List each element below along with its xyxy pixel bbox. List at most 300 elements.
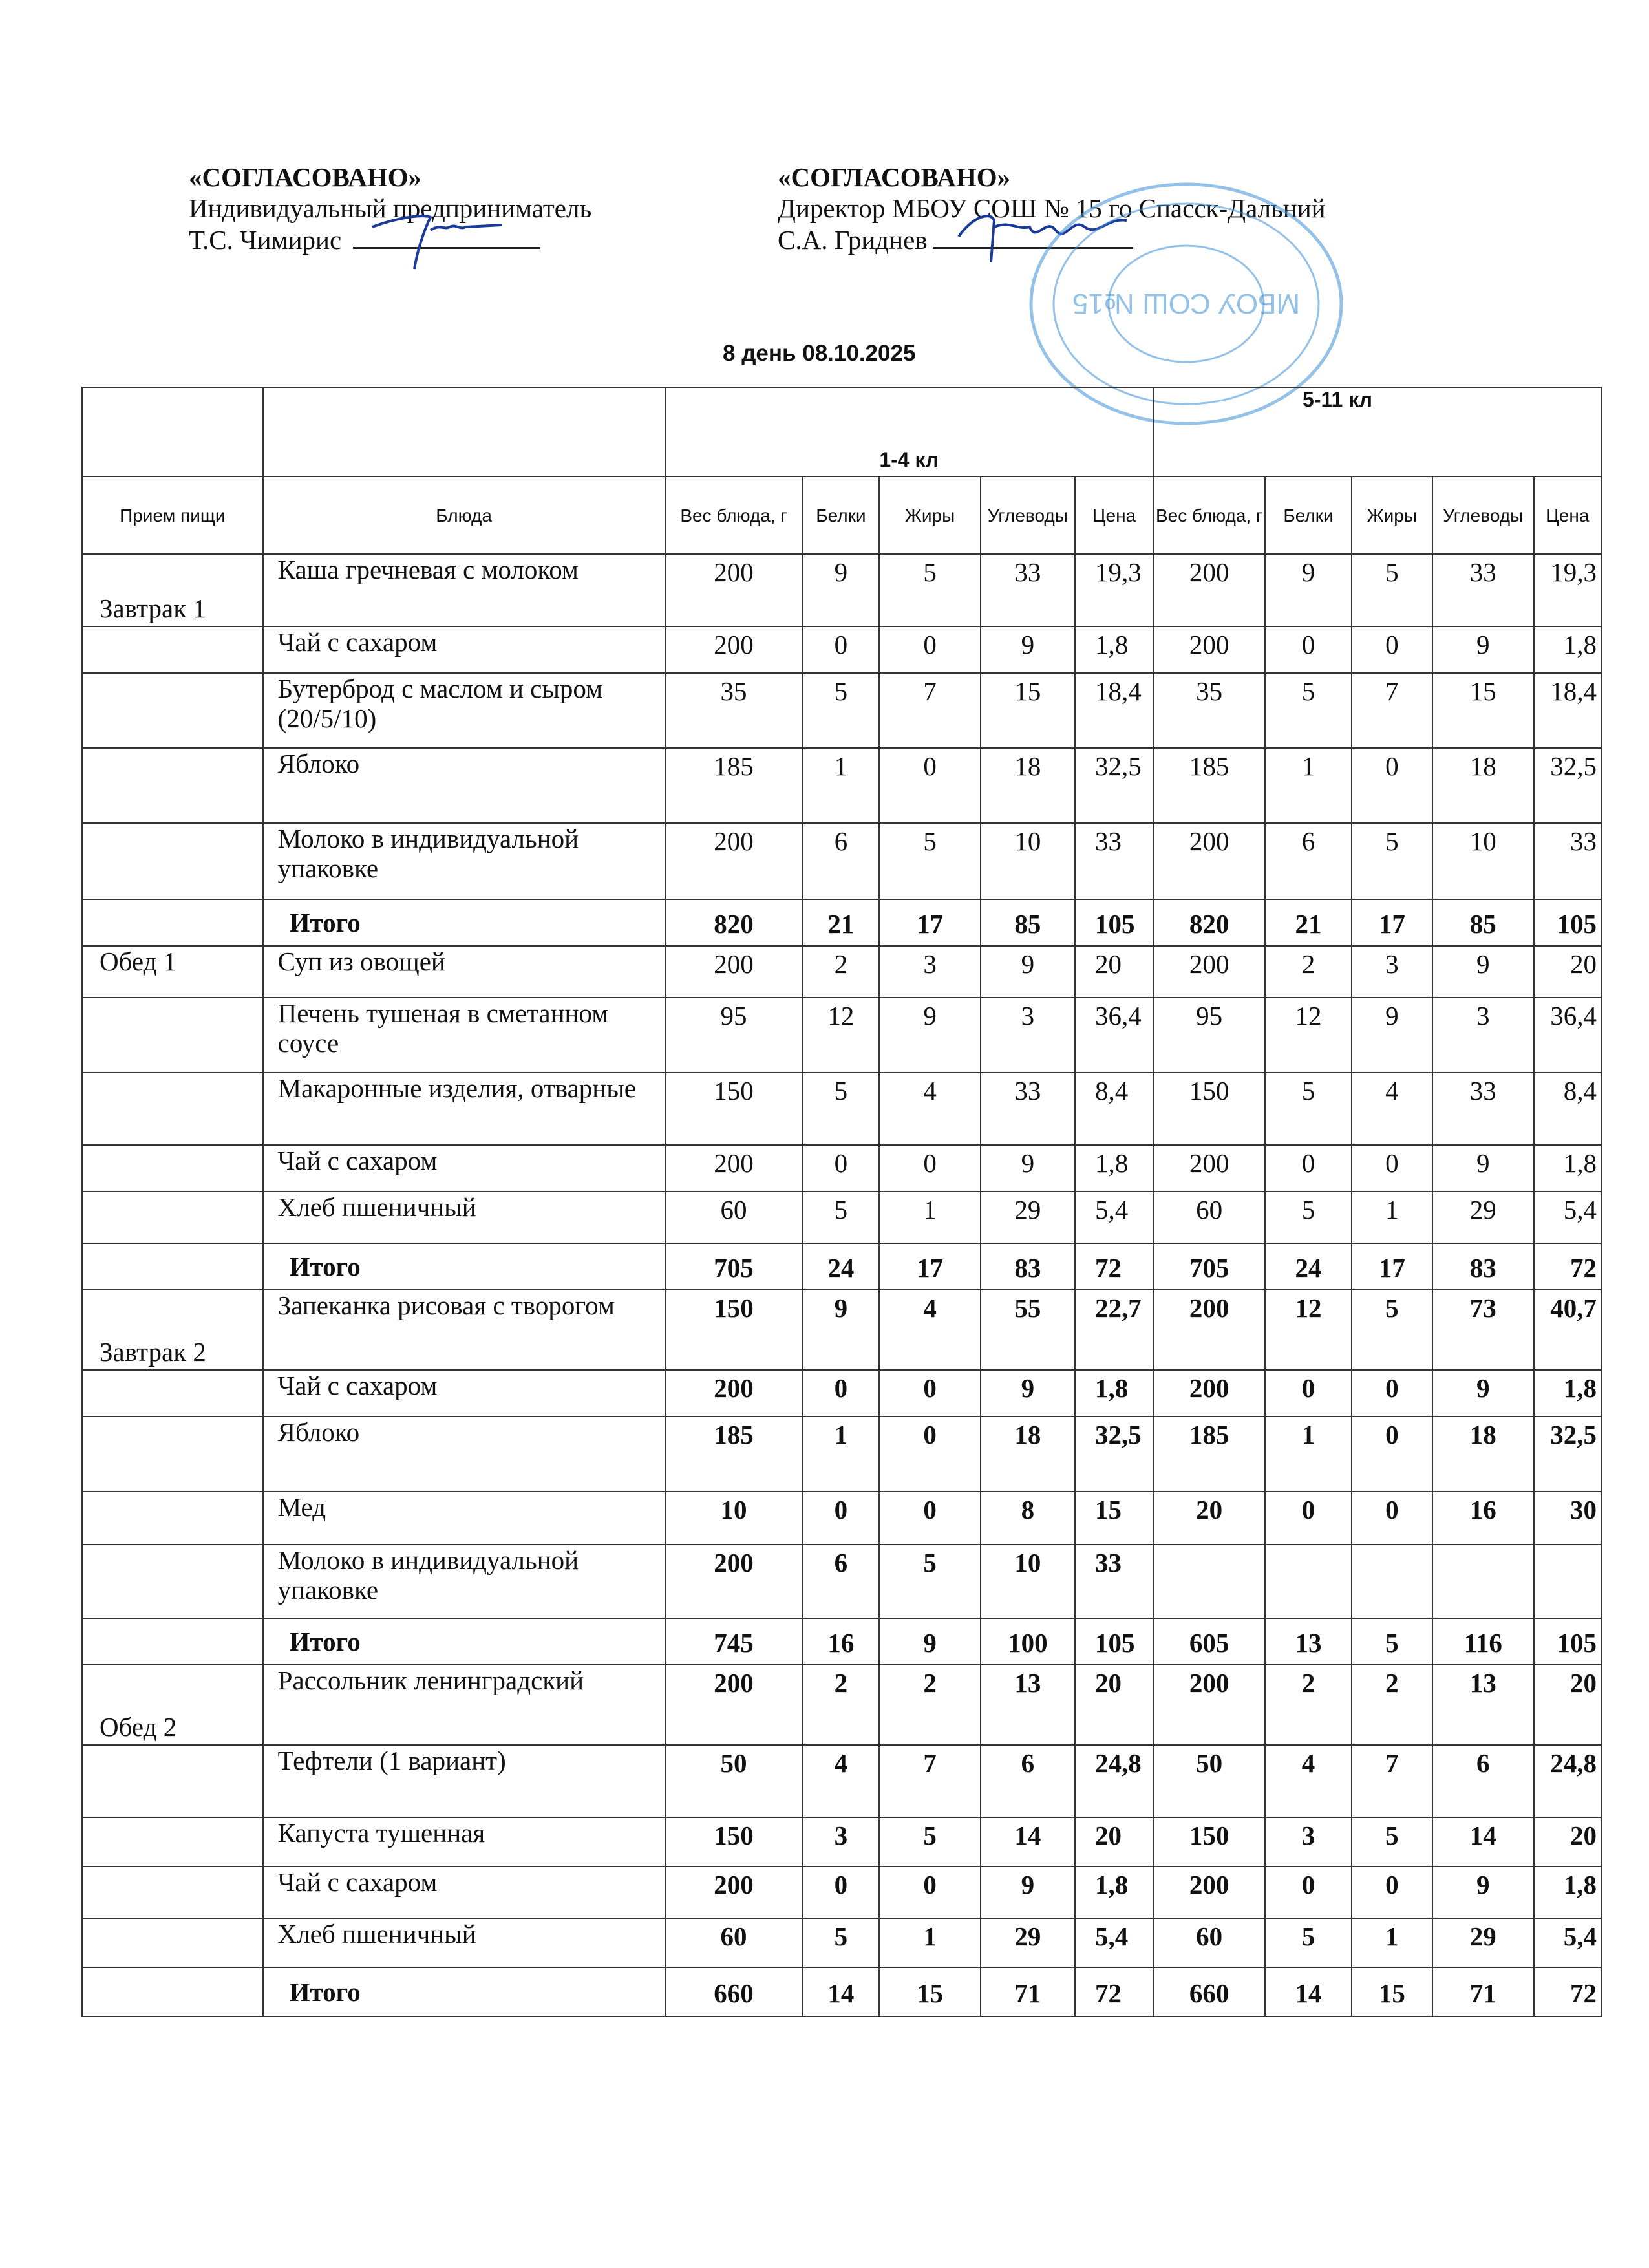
meal-cell (82, 626, 263, 673)
senior-price-cell: 72 (1534, 1243, 1602, 1290)
junior-fat-cell: 5 (879, 1817, 981, 1867)
junior-carbs-cell: 9 (981, 626, 1075, 673)
senior-fat-cell: 17 (1352, 899, 1432, 946)
senior-fat-cell: 2 (1352, 1665, 1432, 1745)
junior-protein-cell: 12 (802, 998, 879, 1073)
senior-fat-cell: 7 (1352, 1745, 1432, 1817)
senior-protein-cell: 4 (1265, 1745, 1352, 1817)
junior-carbs-cell: 13 (981, 1665, 1075, 1745)
senior-fat-cell: 5 (1352, 823, 1432, 899)
junior-weight-cell: 200 (665, 1370, 803, 1417)
junior-protein-cell: 24 (802, 1243, 879, 1290)
senior-weight-cell: 200 (1153, 1665, 1265, 1745)
junior-price-cell: 15 (1075, 1492, 1153, 1545)
dish-name: Чай с сахаром (263, 1145, 665, 1192)
meal-cell (82, 1492, 263, 1545)
table-row (82, 626, 1601, 673)
senior-weight-cell: 95 (1153, 998, 1265, 1073)
senior-weight-cell: 200 (1153, 946, 1265, 998)
approval-left (189, 162, 591, 255)
junior-fat-cell: 0 (879, 626, 981, 673)
junior-protein-cell: 2 (802, 946, 879, 998)
table-row (82, 1145, 1601, 1192)
junior-price-cell: 33 (1075, 823, 1153, 899)
meal-cell (82, 1817, 263, 1867)
junior-weight-cell: 150 (665, 1290, 803, 1370)
senior-protein-cell: 21 (1265, 899, 1352, 946)
approval-heading: «СОГЛАСОВАНО» (189, 162, 422, 192)
senior-weight-cell: 200 (1153, 823, 1265, 899)
table-row (82, 1192, 1601, 1243)
junior-fat-cell: 7 (879, 1745, 981, 1817)
senior-price-cell: 24,8 (1534, 1745, 1602, 1817)
senior-fat-cell: 5 (1352, 1290, 1432, 1370)
senior-carbs-cell: 9 (1432, 1867, 1534, 1918)
junior-protein-cell: 0 (802, 1492, 879, 1545)
meal-cell (82, 1967, 263, 2017)
junior-protein-cell: 9 (802, 554, 879, 626)
table-row (82, 1665, 1601, 1745)
meal-cell: Обед 1 (82, 946, 263, 998)
senior-price-cell: 20 (1534, 946, 1602, 998)
senior-carbs-cell (1432, 1545, 1534, 1618)
junior-weight-cell: 200 (665, 946, 803, 998)
junior-carbs-cell: 8 (981, 1492, 1075, 1545)
senior-fat-cell: 1 (1352, 1918, 1432, 1967)
junior-fat-cell: 5 (879, 1545, 981, 1618)
junior-carbs-cell: 71 (981, 1967, 1075, 2017)
senior-weight-cell: 200 (1153, 1290, 1265, 1370)
table-row (82, 1073, 1601, 1145)
senior-price-cell: 5,4 (1534, 1918, 1602, 1967)
dish-name: Яблоко (263, 748, 665, 823)
senior-carbs-cell: 33 (1432, 1073, 1534, 1145)
group-header-row (82, 387, 1601, 476)
table-row (82, 1918, 1601, 1967)
table-row (82, 1370, 1601, 1417)
meal-cell (82, 1918, 263, 1967)
junior-fat-cell: 3 (879, 946, 981, 998)
senior-protein-cell: 12 (1265, 1290, 1352, 1370)
junior-carbs-cell: 10 (981, 823, 1075, 899)
senior-protein-cell: 6 (1265, 823, 1352, 899)
junior-fat-cell: 2 (879, 1665, 981, 1745)
total-row (82, 1243, 1601, 1290)
senior-weight-cell: 20 (1153, 1492, 1265, 1545)
table-row (82, 1417, 1601, 1492)
meal-cell (82, 1545, 263, 1618)
col-fat: Жиры (1352, 476, 1432, 554)
senior-carbs-cell: 33 (1432, 554, 1534, 626)
junior-weight-cell: 745 (665, 1618, 803, 1665)
junior-protein-cell: 1 (802, 748, 879, 823)
senior-price-cell: 20 (1534, 1665, 1602, 1745)
junior-fat-cell: 5 (879, 554, 981, 626)
senior-price-cell: 1,8 (1534, 1867, 1602, 1918)
senior-price-cell: 32,5 (1534, 1417, 1602, 1492)
dish-name: Запеканка рисовая с творогом (263, 1290, 665, 1370)
menu-table (81, 387, 1602, 2017)
senior-protein-cell: 5 (1265, 1073, 1352, 1145)
dish-name: Яблоко (263, 1417, 665, 1492)
senior-fat-cell: 0 (1352, 1145, 1432, 1192)
senior-protein-cell: 14 (1265, 1967, 1352, 2017)
junior-protein-cell: 5 (802, 1918, 879, 1967)
junior-carbs-cell: 33 (981, 1073, 1075, 1145)
dish-name: Тефтели (1 вариант) (263, 1745, 665, 1817)
junior-protein-cell: 2 (802, 1665, 879, 1745)
dish-name: Хлеб пшеничный (263, 1918, 665, 1967)
approval-name: С.А. Гриднев (778, 225, 928, 255)
dish-name: Итого (263, 899, 665, 946)
meal-cell: Обед 2 (82, 1665, 263, 1745)
junior-weight-cell: 200 (665, 626, 803, 673)
junior-fat-cell: 5 (879, 823, 981, 899)
dish-name: Рассольник ленинградский (263, 1665, 665, 1745)
meal-cell (82, 1745, 263, 1817)
col-weight: Вес блюда, г (665, 476, 803, 554)
junior-fat-cell: 9 (879, 998, 981, 1073)
junior-protein-cell: 6 (802, 823, 879, 899)
junior-carbs-cell: 100 (981, 1618, 1075, 1665)
dish-name: Итого (263, 1618, 665, 1665)
meal-cell (82, 673, 263, 748)
table-row (82, 748, 1601, 823)
junior-price-cell: 20 (1075, 1817, 1153, 1867)
junior-carbs-cell: 9 (981, 946, 1075, 998)
senior-carbs-cell: 3 (1432, 998, 1534, 1073)
col-fat: Жиры (879, 476, 981, 554)
junior-price-cell: 32,5 (1075, 1417, 1153, 1492)
junior-carbs-cell: 9 (981, 1867, 1075, 1918)
junior-weight-cell: 200 (665, 554, 803, 626)
junior-price-cell: 20 (1075, 1665, 1153, 1745)
senior-weight-cell: 200 (1153, 1867, 1265, 1918)
junior-fat-cell: 4 (879, 1073, 981, 1145)
col-carbs: Углеводы (981, 476, 1075, 554)
senior-fat-cell: 15 (1352, 1967, 1432, 2017)
junior-price-cell: 32,5 (1075, 748, 1153, 823)
junior-carbs-cell: 83 (981, 1243, 1075, 1290)
dish-name: Чай с сахаром (263, 1370, 665, 1417)
senior-fat-cell: 5 (1352, 1618, 1432, 1665)
senior-price-cell: 32,5 (1534, 748, 1602, 823)
total-row (82, 1618, 1601, 1665)
senior-carbs-cell: 18 (1432, 748, 1534, 823)
senior-protein-cell: 5 (1265, 1192, 1352, 1243)
junior-price-cell: 8,4 (1075, 1073, 1153, 1145)
junior-weight-cell: 200 (665, 1145, 803, 1192)
junior-carbs-cell: 29 (981, 1918, 1075, 1967)
dish-name: Бутерброд с маслом и сыром (20/5/10) (263, 673, 665, 748)
junior-protein-cell: 21 (802, 899, 879, 946)
senior-price-cell: 1,8 (1534, 626, 1602, 673)
meal-cell (82, 899, 263, 946)
junior-carbs-cell: 29 (981, 1192, 1075, 1243)
senior-protein-cell: 0 (1265, 1867, 1352, 1918)
senior-weight-cell: 660 (1153, 1967, 1265, 2017)
senior-carbs-cell: 73 (1432, 1290, 1534, 1370)
dish-name: Молоко в индивидуальной упаковке (263, 823, 665, 899)
col-meal: Прием пищи (82, 476, 263, 554)
junior-fat-cell: 0 (879, 1417, 981, 1492)
junior-carbs-cell: 6 (981, 1745, 1075, 1817)
junior-protein-cell: 0 (802, 1145, 879, 1192)
junior-carbs-cell: 15 (981, 673, 1075, 748)
senior-carbs-cell: 116 (1432, 1618, 1534, 1665)
senior-weight-cell: 150 (1153, 1073, 1265, 1145)
senior-carbs-cell: 6 (1432, 1745, 1534, 1817)
senior-carbs-cell: 71 (1432, 1967, 1534, 2017)
col-price: Цена (1075, 476, 1153, 554)
senior-price-cell (1534, 1545, 1602, 1618)
junior-carbs-cell: 10 (981, 1545, 1075, 1618)
group-junior: 1-4 кл (665, 387, 1153, 476)
senior-carbs-cell: 9 (1432, 626, 1534, 673)
senior-price-cell: 18,4 (1534, 673, 1602, 748)
junior-fat-cell: 1 (879, 1918, 981, 1967)
meal-cell (82, 823, 263, 899)
junior-price-cell: 33 (1075, 1545, 1153, 1618)
senior-protein-cell: 2 (1265, 1665, 1352, 1745)
junior-fat-cell: 0 (879, 1370, 981, 1417)
junior-fat-cell: 9 (879, 1618, 981, 1665)
table-row (82, 1492, 1601, 1545)
col-protein: Белки (802, 476, 879, 554)
junior-protein-cell: 0 (802, 1867, 879, 1918)
signature-icon (353, 191, 521, 275)
senior-weight-cell: 200 (1153, 1145, 1265, 1192)
senior-price-cell: 1,8 (1534, 1370, 1602, 1417)
group-senior: 5-11 кл (1153, 387, 1601, 476)
junior-fat-cell: 1 (879, 1192, 981, 1243)
junior-protein-cell: 9 (802, 1290, 879, 1370)
meal-cell (82, 1073, 263, 1145)
total-row (82, 1967, 1601, 2017)
junior-carbs-cell: 3 (981, 998, 1075, 1073)
col-dish: Блюда (263, 476, 665, 554)
junior-price-cell: 1,8 (1075, 1370, 1153, 1417)
junior-price-cell: 1,8 (1075, 1145, 1153, 1192)
column-header-row (82, 476, 1601, 554)
senior-weight-cell: 35 (1153, 673, 1265, 748)
junior-weight-cell: 95 (665, 998, 803, 1073)
junior-price-cell: 22,7 (1075, 1290, 1153, 1370)
senior-carbs-cell: 85 (1432, 899, 1534, 946)
junior-fat-cell: 0 (879, 1492, 981, 1545)
table-row (82, 673, 1601, 748)
col-price: Цена (1534, 476, 1602, 554)
col-protein: Белки (1265, 476, 1352, 554)
senior-protein-cell: 12 (1265, 998, 1352, 1073)
senior-fat-cell: 1 (1352, 1192, 1432, 1243)
dish-name: Чай с сахаром (263, 626, 665, 673)
junior-price-cell: 1,8 (1075, 1867, 1153, 1918)
senior-carbs-cell: 14 (1432, 1817, 1534, 1867)
senior-fat-cell: 17 (1352, 1243, 1432, 1290)
senior-carbs-cell: 29 (1432, 1918, 1534, 1967)
meal-cell (82, 1618, 263, 1665)
meal-cell: Завтрак 2 (82, 1290, 263, 1370)
senior-protein-cell: 5 (1265, 673, 1352, 748)
junior-weight-cell: 200 (665, 1665, 803, 1745)
junior-carbs-cell: 14 (981, 1817, 1075, 1867)
junior-protein-cell: 1 (802, 1417, 879, 1492)
junior-carbs-cell: 55 (981, 1290, 1075, 1370)
junior-price-cell: 5,4 (1075, 1192, 1153, 1243)
senior-weight-cell: 705 (1153, 1243, 1265, 1290)
junior-protein-cell: 0 (802, 626, 879, 673)
junior-weight-cell: 60 (665, 1918, 803, 1967)
junior-protein-cell: 16 (802, 1618, 879, 1665)
table-row (82, 998, 1601, 1073)
senior-price-cell: 20 (1534, 1817, 1602, 1867)
junior-weight-cell: 185 (665, 1417, 803, 1492)
meal-cell (82, 998, 263, 1073)
senior-fat-cell: 7 (1352, 673, 1432, 748)
junior-carbs-cell: 85 (981, 899, 1075, 946)
senior-carbs-cell: 10 (1432, 823, 1534, 899)
junior-weight-cell: 705 (665, 1243, 803, 1290)
junior-fat-cell: 4 (879, 1290, 981, 1370)
junior-price-cell: 72 (1075, 1243, 1153, 1290)
junior-carbs-cell: 18 (981, 748, 1075, 823)
senior-fat-cell: 0 (1352, 1370, 1432, 1417)
junior-weight-cell: 150 (665, 1817, 803, 1867)
senior-fat-cell: 4 (1352, 1073, 1432, 1145)
table-row (82, 946, 1601, 998)
meal-cell (82, 1417, 263, 1492)
junior-protein-cell: 3 (802, 1817, 879, 1867)
junior-weight-cell: 35 (665, 673, 803, 748)
junior-protein-cell: 5 (802, 1192, 879, 1243)
col-carbs: Углеводы (1432, 476, 1534, 554)
senior-fat-cell (1352, 1545, 1432, 1618)
senior-protein-cell: 5 (1265, 1918, 1352, 1967)
junior-fat-cell: 7 (879, 673, 981, 748)
junior-price-cell: 105 (1075, 1618, 1153, 1665)
senior-carbs-cell: 9 (1432, 1370, 1534, 1417)
senior-carbs-cell: 9 (1432, 1145, 1534, 1192)
senior-protein-cell: 0 (1265, 1492, 1352, 1545)
senior-protein-cell: 24 (1265, 1243, 1352, 1290)
senior-fat-cell: 5 (1352, 554, 1432, 626)
junior-fat-cell: 17 (879, 1243, 981, 1290)
dish-name: Макаронные изделия, отварные (263, 1073, 665, 1145)
junior-weight-cell: 200 (665, 1545, 803, 1618)
junior-price-cell: 5,4 (1075, 1918, 1153, 1967)
meal-cell (82, 1243, 263, 1290)
junior-weight-cell: 50 (665, 1745, 803, 1817)
junior-price-cell: 36,4 (1075, 998, 1153, 1073)
table-row (82, 554, 1601, 626)
senior-fat-cell: 3 (1352, 946, 1432, 998)
meal-cell (82, 1145, 263, 1192)
senior-price-cell: 40,7 (1534, 1290, 1602, 1370)
table-row (82, 1290, 1601, 1370)
meal-cell (82, 748, 263, 823)
day-title: 8 день 08.10.2025 (723, 341, 916, 366)
senior-weight-cell: 605 (1153, 1618, 1265, 1665)
junior-protein-cell: 5 (802, 673, 879, 748)
senior-price-cell: 5,4 (1534, 1192, 1602, 1243)
senior-weight-cell: 60 (1153, 1918, 1265, 1967)
junior-carbs-cell: 18 (981, 1417, 1075, 1492)
junior-carbs-cell: 9 (981, 1145, 1075, 1192)
senior-carbs-cell: 83 (1432, 1243, 1534, 1290)
dish-name: Каша гречневая с молоком (263, 554, 665, 626)
junior-weight-cell: 200 (665, 1867, 803, 1918)
approval-heading: «СОГЛАСОВАНО» (778, 162, 1011, 192)
junior-price-cell: 19,3 (1075, 554, 1153, 626)
junior-weight-cell: 185 (665, 748, 803, 823)
senior-weight-cell: 150 (1153, 1817, 1265, 1867)
junior-protein-cell: 5 (802, 1073, 879, 1145)
junior-protein-cell: 4 (802, 1745, 879, 1817)
approval-position: Индивидуальный предприниматель (189, 193, 592, 223)
junior-weight-cell: 10 (665, 1492, 803, 1545)
senior-weight-cell: 200 (1153, 554, 1265, 626)
senior-carbs-cell: 29 (1432, 1192, 1534, 1243)
senior-protein-cell: 0 (1265, 1370, 1352, 1417)
table-row (82, 1817, 1601, 1867)
senior-fat-cell: 0 (1352, 748, 1432, 823)
total-row (82, 899, 1601, 946)
senior-price-cell: 1,8 (1534, 1145, 1602, 1192)
junior-fat-cell: 15 (879, 1967, 981, 2017)
junior-weight-cell: 60 (665, 1192, 803, 1243)
dish-name: Мед (263, 1492, 665, 1545)
table-row (82, 823, 1601, 899)
senior-fat-cell: 0 (1352, 1867, 1432, 1918)
senior-protein-cell: 1 (1265, 1417, 1352, 1492)
senior-fat-cell: 0 (1352, 626, 1432, 673)
senior-weight-cell: 200 (1153, 1370, 1265, 1417)
senior-carbs-cell: 18 (1432, 1417, 1534, 1492)
senior-protein-cell: 1 (1265, 748, 1352, 823)
senior-fat-cell: 0 (1352, 1417, 1432, 1492)
junior-protein-cell: 0 (802, 1370, 879, 1417)
junior-fat-cell: 0 (879, 1867, 981, 1918)
junior-carbs-cell: 33 (981, 554, 1075, 626)
senior-protein-cell (1265, 1545, 1352, 1618)
meal-cell: Завтрак 1 (82, 554, 263, 626)
senior-price-cell: 8,4 (1534, 1073, 1602, 1145)
senior-protein-cell: 2 (1265, 946, 1352, 998)
senior-price-cell: 36,4 (1534, 998, 1602, 1073)
senior-weight-cell: 820 (1153, 899, 1265, 946)
senior-protein-cell: 3 (1265, 1817, 1352, 1867)
senior-price-cell: 33 (1534, 823, 1602, 899)
dish-name: Суп из овощей (263, 946, 665, 998)
signature-line (353, 224, 540, 249)
junior-price-cell: 72 (1075, 1967, 1153, 2017)
senior-protein-cell: 0 (1265, 1145, 1352, 1192)
table-row (82, 1545, 1601, 1618)
senior-fat-cell: 5 (1352, 1817, 1432, 1867)
junior-fat-cell: 0 (879, 1145, 981, 1192)
dish-name: Молоко в индивидуальной упаковке (263, 1545, 665, 1618)
senior-protein-cell: 0 (1265, 626, 1352, 673)
dish-name: Хлеб пшеничный (263, 1192, 665, 1243)
senior-weight-cell: 200 (1153, 626, 1265, 673)
junior-protein-cell: 14 (802, 1967, 879, 2017)
junior-price-cell: 18,4 (1075, 673, 1153, 748)
senior-carbs-cell: 13 (1432, 1665, 1534, 1745)
junior-weight-cell: 820 (665, 899, 803, 946)
junior-protein-cell: 6 (802, 1545, 879, 1618)
senior-protein-cell: 9 (1265, 554, 1352, 626)
